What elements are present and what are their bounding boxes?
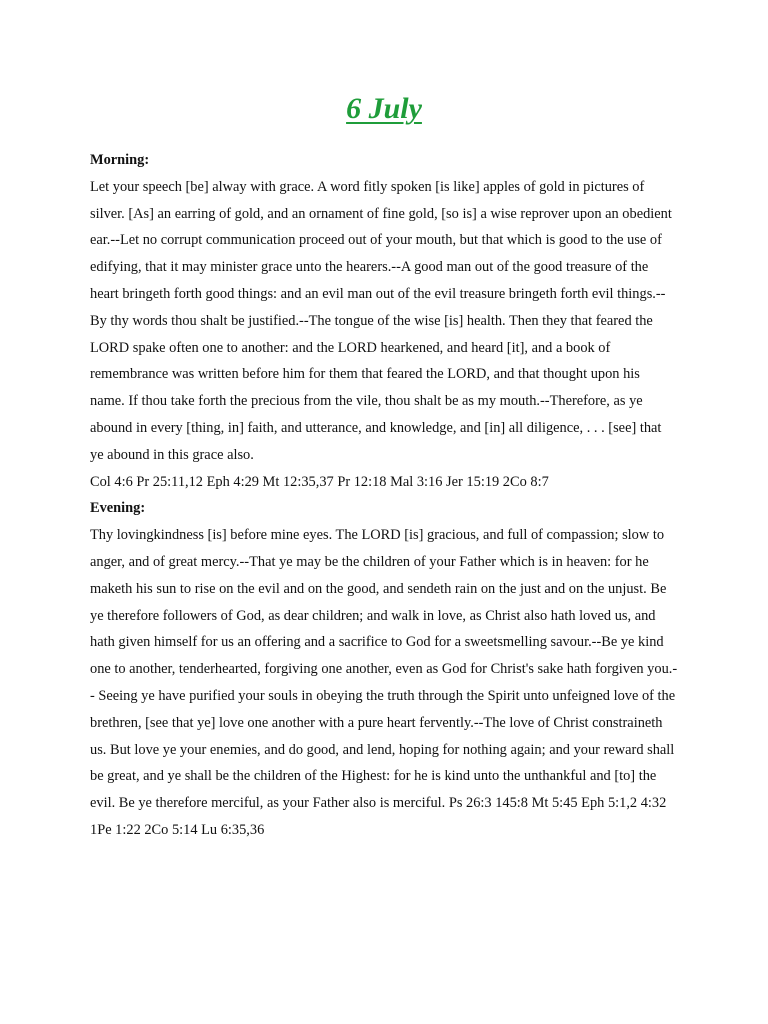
evening-heading: Evening: bbox=[90, 500, 146, 517]
page-title: 6 July bbox=[346, 92, 422, 125]
devotional-content bbox=[90, 147, 678, 844]
morning-references: Col 4:6 Pr 25:11,12 Eph 4:29 Mt 12:35,37 Pr 12:18 Mal 3:16 Jer 15:19 2Co 8:7 bbox=[90, 473, 549, 490]
evening-text: Thy lovingkindness [is] before mine eyes. The LORD [is] gracious, and full of compassion; slow to anger, and of great mercy.--That ye may be the children of your Father which is in heaven: for he maketh his sun to rise on the evil and on the good, and sendeth rain on the just and on the unjust. Be ye therefore followers of God, as dear children; and walk in love, as Christ also hath loved us, and hath given himself for us an offering and a sacrifice to God for a sweetsmelling savour.--Be ye kind one to another, tenderhearted, forgiving one another, even as God for Christ's sake hath forgiven you.-- Seeing ye have purified your souls in obeying the truth through the Spirit unto unfeigned love of the brethren, [see that ye] love one another with a pure heart fervently.--The love of Christ constraineth us. But love ye your enemies, and do good, and lend, hoping for nothing again; and your reward shall be great, and ye shall be the children of the Highest: for he is kind unto the unthankful and [to] the evil. Be ye therefore merciful, as your Father also is merciful. Ps 26:3 145:8 Mt 5:45 Eph 5:1,2 4:32 1Pe 1:22 2Co 5:14 Lu 6:35,36 bbox=[90, 527, 678, 838]
morning-heading: Morning: bbox=[90, 152, 150, 168]
morning-text: Let your speech [be] alway with grace. A word fitly spoken [is like] apples of gold in pictures of silver. [As] an earring of gold, and an ornament of fine gold, [so is] a wise reprover upon an obedient ear.--Let no corrupt communication proceed out of your mouth, but that which is good to the use of edifying, that it may minister grace unto the hearers.--A good man out of the good treasure of the heart bringeth forth good things: and an evil man out of the evil treasure bringeth forth evil things.--By thy words thou shalt be justified.--The tongue of the wise [is] health. Then they that feared the LORD spake often one to another: and the LORD hearkened, and heard [it], and a book of remembrance was written before him for them that feared the LORD, and that thought upon his name. If thou take forth the precious from the vile, thou shalt be as my mouth.--Therefore, as ye abound in every [thing, in] faith, and utterance, and knowledge, and [in] all diligence, . . . [see] that ye abound in this grace also. bbox=[90, 178, 672, 463]
